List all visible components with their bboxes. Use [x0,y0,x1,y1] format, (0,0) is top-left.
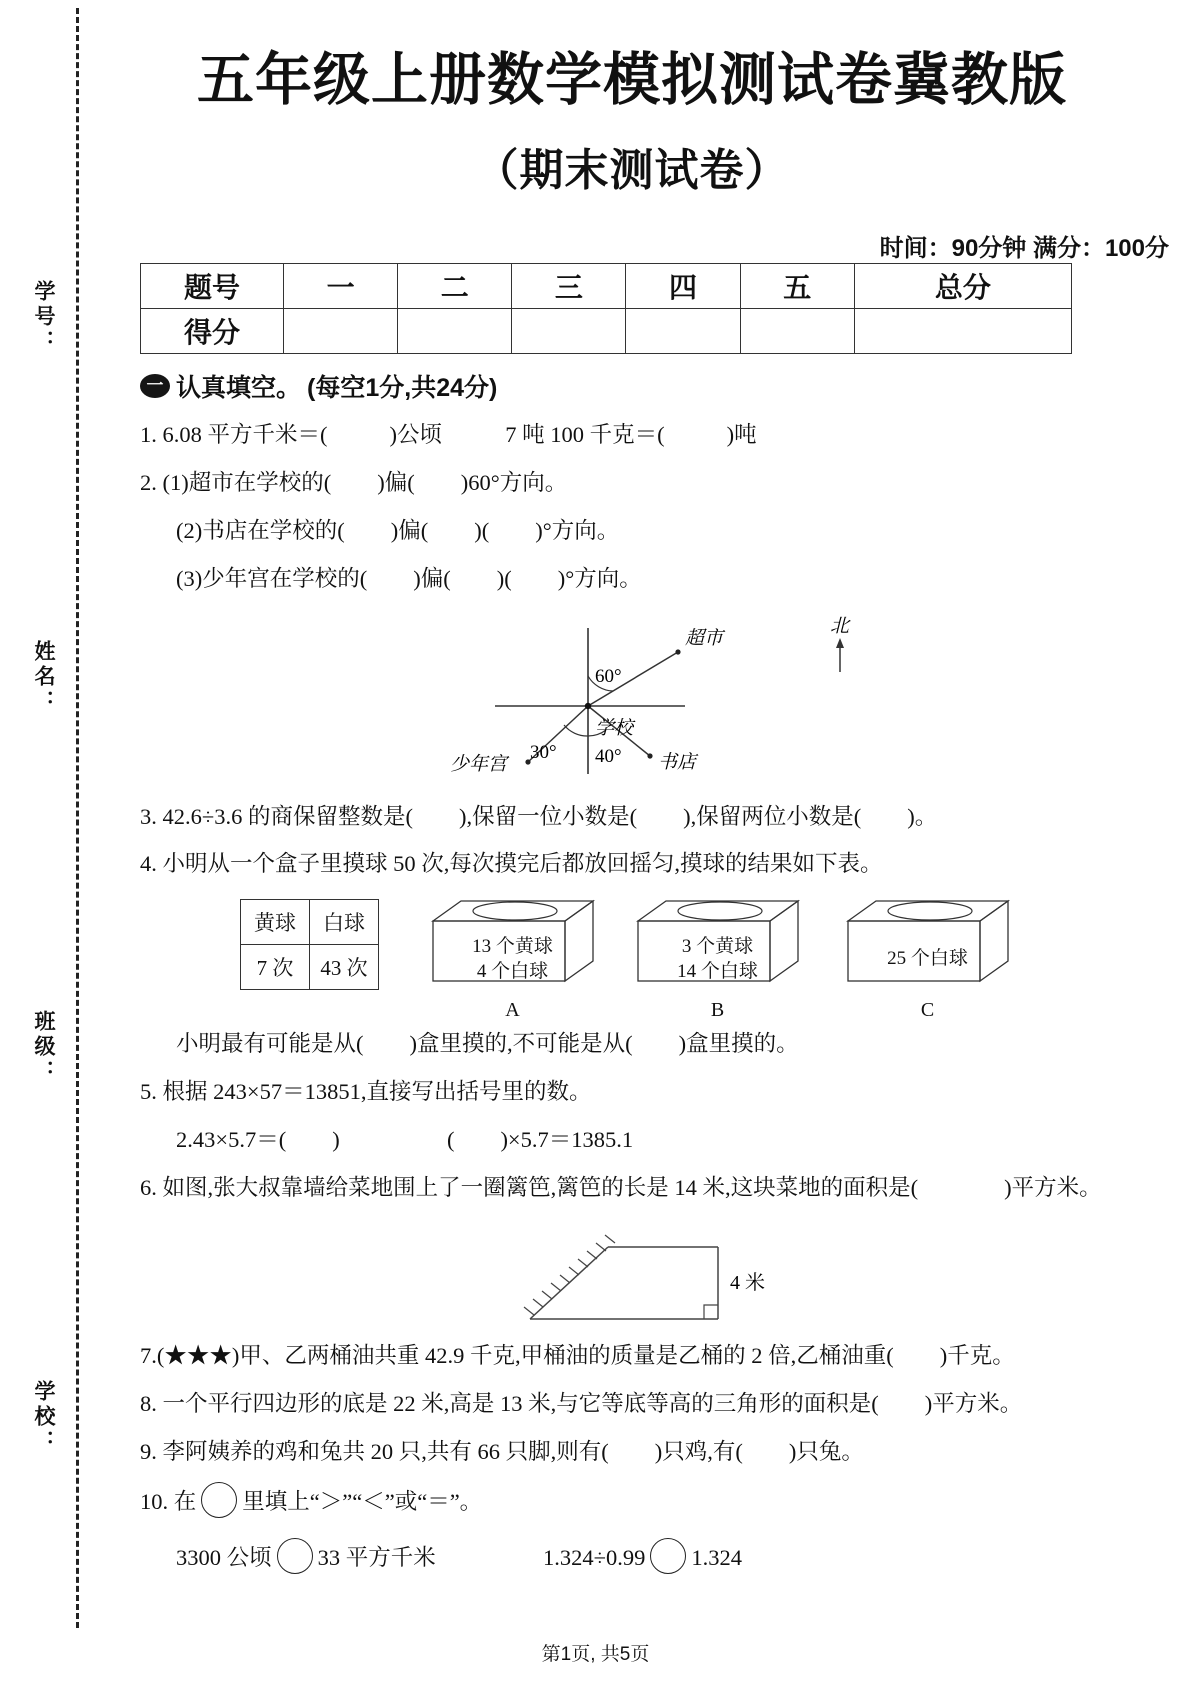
ball-box-c [840,895,1015,1021]
question-6-b: )平方米。 [1004,1174,1102,1200]
cut-dashed-line [76,8,79,1628]
ball-box-c-line-1: 25 个白球 [887,948,968,970]
question-2-l3-d: )°方向。 [557,565,642,591]
question-1-part-b-pre: 7 吨 100 千克＝( [505,422,665,447]
direction-label-youth-center: 少年宫 [450,753,508,775]
question-2-l1-c: )60°方向。 [460,469,568,495]
question-9 [140,1435,1080,1470]
section-title: 认真填空。 [176,374,302,402]
question-2-l1-b: )偏( [377,469,415,495]
question-9-c: )只兔。 [788,1438,864,1464]
question-8-a: 一个平行四边形的底是 22 米,高是 13 米,与它等底等高的三角形的面积是( [162,1390,879,1416]
question-7-a: 甲、乙两桶油共重 42.9 千克,甲桶油的质量是乙桶的 2 倍,乙桶油重( [239,1342,894,1368]
exam-meta-info: 时间：90分钟 满分：100分 [879,235,1169,262]
question-10-b: 里填上“＞”“＜”或“＝”。 [242,1489,483,1515]
page-footer: 第1页, 共5页 [541,1644,650,1665]
score-table-score-row [141,309,1072,354]
question-1 [140,418,1080,453]
question-5-sub-b: ( [446,1127,455,1152]
question-10-comparisons [140,1538,1080,1576]
score-table-cell-4: 四 [626,264,740,309]
page-title: 五年级上册数学模拟测试卷冀教版 [197,48,1067,112]
question-4-ans-c: )盒里摸的。 [678,1031,799,1057]
direction-diagram [140,610,1080,796]
ball-box-c-caption: C [920,999,935,1022]
question-3-b: ),保留一位小数是( [458,803,638,829]
question-4-ans-a: 小明最有可能是从( [176,1031,364,1057]
comparison-circle-1[interactable] [277,1538,313,1574]
direction-label-bookstore: 书店 [658,751,697,773]
question-4-number: 4. [140,851,157,877]
question-9-b: )只鸡,有( [654,1438,743,1464]
plot-side-label: 4 米 [730,1271,765,1294]
question-2-line-2 [140,514,1080,549]
vegetable-plot-diagram [140,1219,1080,1331]
direction-angle-60: 60° [595,665,622,687]
ball-box-b-line-1: 3 个黄球 [681,935,754,957]
question-7-b: )千克。 [939,1342,1015,1368]
ball-box-a [425,895,600,1021]
question-7 [140,1339,1080,1374]
section-points: (每空1分,共24分) [307,374,498,402]
question-2-l3-b: )偏( [413,565,451,591]
ball-box-a-line-1: 13 个黄球 [472,935,553,957]
score-input-total[interactable] [854,309,1071,354]
score-table-cell-1: 一 [284,264,398,309]
question-2-l1-a: (1)超市在学校的( [162,469,332,495]
question-5-text: 根据 243×57＝13851,直接写出括号里的数。 [162,1079,592,1105]
question-2-l3-a: (3)少年宫在学校的( [176,565,368,591]
question-2-l2-c: )( [474,517,490,543]
question-10-a: 在 [173,1489,197,1515]
ball-box-a-line-2: 4 个白球 [476,961,549,983]
margin-label-student-id: 学号： [32,280,55,355]
ball-box-b [630,895,805,1021]
ball-table-header-yellow: 黄球 [241,900,310,945]
comparison-circle-inline[interactable] [201,1482,237,1518]
ball-box-b-caption: B [710,999,725,1022]
question-3-number: 3. [140,803,157,829]
question-3-a: 42.6÷3.6 的商保留整数是( [162,803,413,829]
score-input-4[interactable] [626,309,740,354]
score-table [140,263,1072,354]
question-7-stars: (★★★) [156,1342,240,1368]
question-9-number: 9. [140,1438,157,1464]
ball-result-table [240,899,379,990]
exam-content [140,368,1102,1589]
question-10-cmp2-left: 1.324÷0.99 [543,1545,646,1571]
question-6-number: 6. [140,1174,157,1200]
score-table-label-score: 得分 [141,309,284,354]
question-5 [140,1075,1080,1110]
question-8-b: )平方米。 [924,1390,1023,1416]
left-margin-strip [0,0,132,1684]
score-input-5[interactable] [740,309,854,354]
score-table-cell-2: 二 [398,264,512,309]
ball-table-value-row [241,945,379,990]
direction-label-supermarket: 超市 [685,627,724,649]
question-10 [140,1482,1080,1520]
question-4-text: 小明从一个盒子里摸球 50 次,每次摸完后都放回摇匀,摸球的结果如下表。 [162,851,883,877]
ball-table-header-row [241,900,379,945]
question-2-line-1 [140,466,1080,501]
score-input-2[interactable] [398,309,512,354]
section-heading-one [140,368,1080,404]
question-2-l2-d: )°方向。 [535,517,620,543]
question-10-cmp2-right: 1.324 [691,1545,743,1571]
question-5-number: 5. [140,1079,157,1105]
question-2-l2-b: )偏( [390,517,429,543]
question-8-number: 8. [140,1390,157,1416]
ball-experiment-figures [140,895,1080,1021]
question-1-number: 1. [140,422,157,447]
question-10-number: 10. [140,1489,169,1515]
score-table-header-row [141,264,1072,309]
question-5-sub-b-close: )×5.7＝1385.1 [500,1127,634,1152]
ball-table-header-white: 白球 [310,900,379,945]
margin-label-name: 姓名： [32,640,55,715]
question-1-part-a-pre: 6.08 平方千米＝( [162,422,328,447]
question-5-sub-line [140,1123,1080,1158]
question-5-sub-a-close: ) [332,1127,340,1152]
direction-label-school: 学校 [595,717,634,739]
ball-table-value-yellow: 7 次 [241,945,310,990]
score-table-cell-3: 三 [512,264,626,309]
margin-label-class: 班级： [32,1010,55,1085]
question-2-line-3 [140,562,1080,597]
question-9-a: 李阿姨养的鸡和兔共 20 只,共有 66 只脚,则有( [162,1438,609,1464]
question-1-part-a-post: )公顷 [389,422,442,447]
question-10-cmp1-right: 33 平方千米 [317,1545,436,1571]
question-10-cmp1-left: 3300 公顷 [176,1545,272,1571]
question-4-answer-line [140,1027,1080,1062]
direction-angle-30: 30° [530,741,557,763]
question-8 [140,1387,1080,1422]
margin-label-school: 学校： [32,1380,55,1455]
score-input-3[interactable] [512,309,626,354]
question-2-l2-a: (2)书店在学校的( [176,517,345,543]
question-4-ans-b: )盒里摸的,不可能是从( [409,1031,633,1057]
score-input-1[interactable] [284,309,398,354]
ball-table-value-white: 43 次 [310,945,379,990]
question-4 [140,847,1080,882]
direction-label-north: 北 [830,615,850,637]
question-5-sub-a: 2.43×5.7＝( [176,1127,287,1152]
section-number-badge: 一 [140,374,170,398]
score-table-cell-total: 总分 [854,264,1071,309]
page-subtitle: （期末测试卷） [474,146,790,195]
ball-box-b-line-2: 14 个白球 [677,961,758,983]
question-2-number: 2. [140,469,157,495]
question-6 [140,1171,1102,1206]
question-3-c: ),保留两位小数是( [683,803,862,829]
score-table-label-question: 题号 [141,264,284,309]
question-1-part-b-post: )吨 [726,422,757,447]
comparison-circle-2[interactable] [650,1538,686,1574]
score-table-cell-5: 五 [740,264,854,309]
direction-angle-40: 40° [595,745,622,767]
question-3 [140,800,1080,835]
ball-box-a-caption: A [505,999,520,1022]
question-6-a: 如图,张大叔靠墙给菜地围上了一圈篱笆,篱笆的长是 14 米,这块菜地的面积是( [162,1174,919,1200]
question-3-d: )。 [907,803,938,829]
question-7-number: 7. [140,1342,157,1368]
question-2-l3-c: )( [496,565,512,591]
